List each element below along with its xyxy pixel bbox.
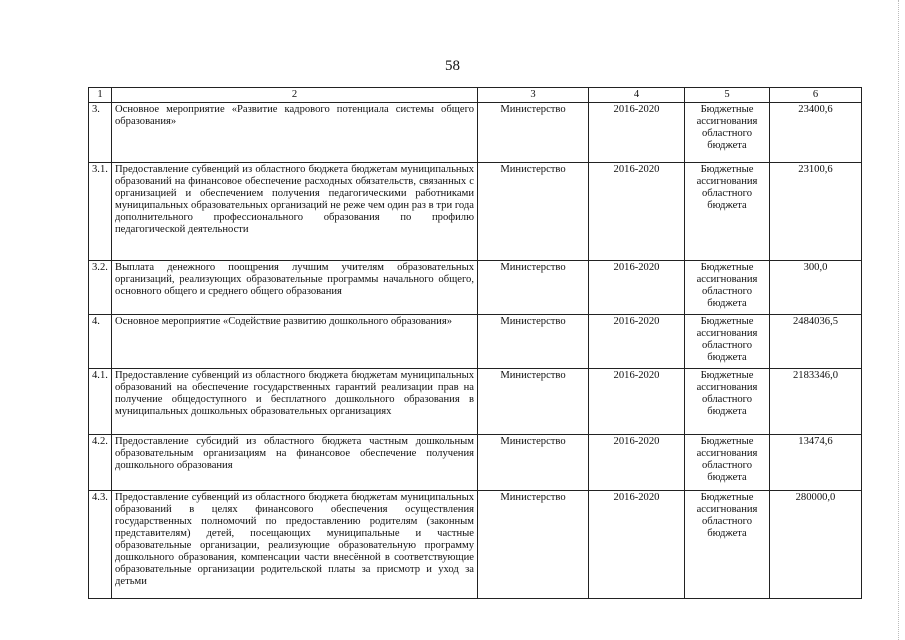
row-period: 2016-2020 <box>589 163 685 261</box>
row-executor: Министерство <box>478 369 589 435</box>
table-row <box>89 491 862 599</box>
table-row <box>89 261 862 315</box>
table-row <box>89 315 862 369</box>
row-description: Предоставление субсидий из областного бюджета частным дошкольным образовательным организациям на финансовое обеспечение получения дошкольного образования <box>112 435 478 491</box>
column-header: 4 <box>589 88 685 103</box>
row-number: 4. <box>89 315 112 369</box>
budget-table <box>88 87 862 599</box>
row-number: 4.2. <box>89 435 112 491</box>
row-period: 2016-2020 <box>589 435 685 491</box>
row-executor: Министерство <box>478 261 589 315</box>
row-amount: 300,0 <box>770 261 862 315</box>
row-number: 3. <box>89 103 112 163</box>
table-row <box>89 435 862 491</box>
row-executor: Министерство <box>478 491 589 599</box>
row-executor: Министерство <box>478 163 589 261</box>
row-number: 4.3. <box>89 491 112 599</box>
row-period: 2016-2020 <box>589 261 685 315</box>
row-number: 3.2. <box>89 261 112 315</box>
row-period: 2016-2020 <box>589 103 685 163</box>
row-description: Основное мероприятие «Содействие развитию дошкольного образования» <box>112 315 478 369</box>
row-period: 2016-2020 <box>589 315 685 369</box>
row-amount: 2183346,0 <box>770 369 862 435</box>
row-description: Предоставление субвенций из областного бюджета бюджетам муниципальных образований в целях финансового обеспечения осуществления государственных полномочий по предоставлению родителям (законным представителям) детей, посещающих муниципальные и частные образовательные организации, реализующие образовательную программу дошкольного образования, компенсации части внесённой в соответствующие образовательные организации родительской платы за присмотр и уход за детьми <box>112 491 478 599</box>
scan-edge-artifact <box>897 0 899 640</box>
table-header-row <box>89 88 862 103</box>
row-amount: 23100,6 <box>770 163 862 261</box>
column-header: 6 <box>770 88 862 103</box>
column-header: 2 <box>112 88 478 103</box>
table-row <box>89 369 862 435</box>
row-funding-source: Бюджетные ассигнования областного бюджета <box>685 435 770 491</box>
row-amount: 2484036,5 <box>770 315 862 369</box>
row-funding-source: Бюджетные ассигнования областного бюджета <box>685 163 770 261</box>
row-funding-source: Бюджетные ассигнования областного бюджета <box>685 103 770 163</box>
column-header: 3 <box>478 88 589 103</box>
column-header: 5 <box>685 88 770 103</box>
row-period: 2016-2020 <box>589 491 685 599</box>
row-description: Предоставление субвенций из областного бюджета бюджетам муниципальных образований на обеспечение государственных гарантий реализации прав на получение общедоступного и бесплатного дошкольного образования в муниципальных дошкольных образовательных организациях <box>112 369 478 435</box>
column-header: 1 <box>89 88 112 103</box>
row-executor: Министерство <box>478 103 589 163</box>
row-amount: 13474,6 <box>770 435 862 491</box>
row-funding-source: Бюджетные ассигнования областного бюджета <box>685 261 770 315</box>
row-period: 2016-2020 <box>589 369 685 435</box>
row-executor: Министерство <box>478 435 589 491</box>
row-funding-source: Бюджетные ассигнования областного бюджета <box>685 491 770 599</box>
row-amount: 23400,6 <box>770 103 862 163</box>
table-row <box>89 163 862 261</box>
row-number: 3.1. <box>89 163 112 261</box>
table-row <box>89 103 862 163</box>
row-funding-source: Бюджетные ассигнования областного бюджета <box>685 315 770 369</box>
row-description: Выплата денежного поощрения лучшим учителям образовательных организаций, реализующих образовательные программы начального общего, основного общего и среднего общего образования <box>112 261 478 315</box>
page-number: 58 <box>445 58 460 74</box>
row-description: Основное мероприятие «Развитие кадрового потенциала системы общего образования» <box>112 103 478 163</box>
row-funding-source: Бюджетные ассигнования областного бюджета <box>685 369 770 435</box>
row-number: 4.1. <box>89 369 112 435</box>
row-description: Предоставление субвенций из областного бюджета бюджетам муниципальных образований на финансовое обеспечение расходных обязательств, связанных с организацией и обеспечением получения педагогическими работниками муниципальных образовательных организаций не реже чем один раз в три года дополнительного профессионального образования по профилю педагогической деятельности <box>112 163 478 261</box>
row-executor: Министерство <box>478 315 589 369</box>
row-amount: 280000,0 <box>770 491 862 599</box>
